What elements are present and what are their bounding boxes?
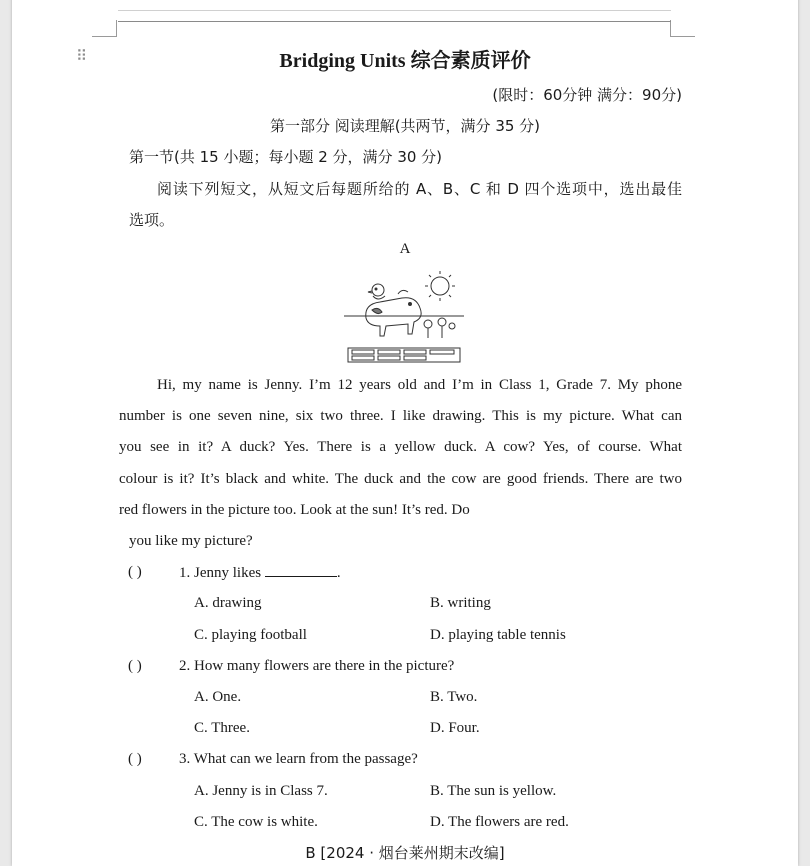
header-margin-line <box>118 10 671 11</box>
passage-line-6: you like my picture? <box>129 533 253 549</box>
question-1-stem: 1. Jenny likes <box>179 565 262 581</box>
q2-option-c: C. Three. <box>194 720 250 736</box>
crop-mark-top-right <box>670 20 695 37</box>
q2-option-a: A. One. <box>194 689 242 705</box>
q1-option-b: B. writing <box>430 595 491 611</box>
question-1-tail: . <box>336 565 341 581</box>
crop-mark-top-left <box>92 20 117 37</box>
passage-line-4: colour is it? It’s black and white. The duck and the cow are good friends. There are two <box>119 471 682 487</box>
question-3-stem: 3. What can we learn from the passage? <box>179 751 418 767</box>
question-1 <box>179 564 341 582</box>
section-heading: 第一节(共 15 小题；每小题 2 分，满分 30 分) <box>129 148 443 166</box>
question-2-stem: 2. How many flowers are there in the picture? <box>179 658 455 674</box>
time-note: (限时：60分钟 满分：90分) <box>492 86 682 104</box>
answer-bracket-1[interactable]: ( ) <box>128 564 142 580</box>
answer-bracket-3[interactable]: ( ) <box>128 751 142 767</box>
instruction-line-1: 阅读下列短文，从短文后每题所给的 A、B、C 和 D 四个选项中，选出最佳 <box>157 180 682 198</box>
q2-option-d: D. Four. <box>430 720 480 736</box>
passage-line-5: red flowers in the picture too. Look at the sun! It’s red. Do <box>119 502 470 518</box>
q3-option-d: D. The flowers are red. <box>430 814 569 830</box>
q1-option-d: D. playing table tennis <box>430 627 566 643</box>
passage-line-1: Hi, my name is Jenny. I’m 12 years old and I’m in Class 1, Grade 7. My phone <box>157 377 682 393</box>
doc-title: Bridging Units 综合素质评价 <box>279 50 531 72</box>
q3-option-a: A. Jenny is in Class 7. <box>194 783 328 799</box>
header-rule <box>118 21 671 22</box>
drag-handle-icon[interactable]: ⠿ <box>76 47 86 65</box>
passage-label: A <box>399 241 411 257</box>
q2-option-b: B. Two. <box>430 689 478 705</box>
next-passage-heading: B [2024 · 烟台莱州期末改编] <box>305 844 505 862</box>
q3-option-b: B. The sun is yellow. <box>430 783 557 799</box>
picture-illustration <box>340 268 468 366</box>
answer-blank <box>265 564 337 577</box>
q3-option-c: C. The cow is white. <box>194 814 318 830</box>
q1-option-a: A. drawing <box>194 595 262 611</box>
answer-bracket-2[interactable]: ( ) <box>128 658 142 674</box>
instruction-line-2: 选项。 <box>129 211 175 229</box>
passage-line-2: number is one seven nine, six two three. I like drawing. This is my picture. What can <box>119 408 682 424</box>
part-heading: 第一部分 阅读理解(共两节，满分 35 分) <box>269 117 541 135</box>
q1-option-c: C. playing football <box>194 627 307 643</box>
passage-line-3: you see in it? A duck? Yes. There is a yellow duck. A cow? Yes, of course. What <box>119 439 682 455</box>
